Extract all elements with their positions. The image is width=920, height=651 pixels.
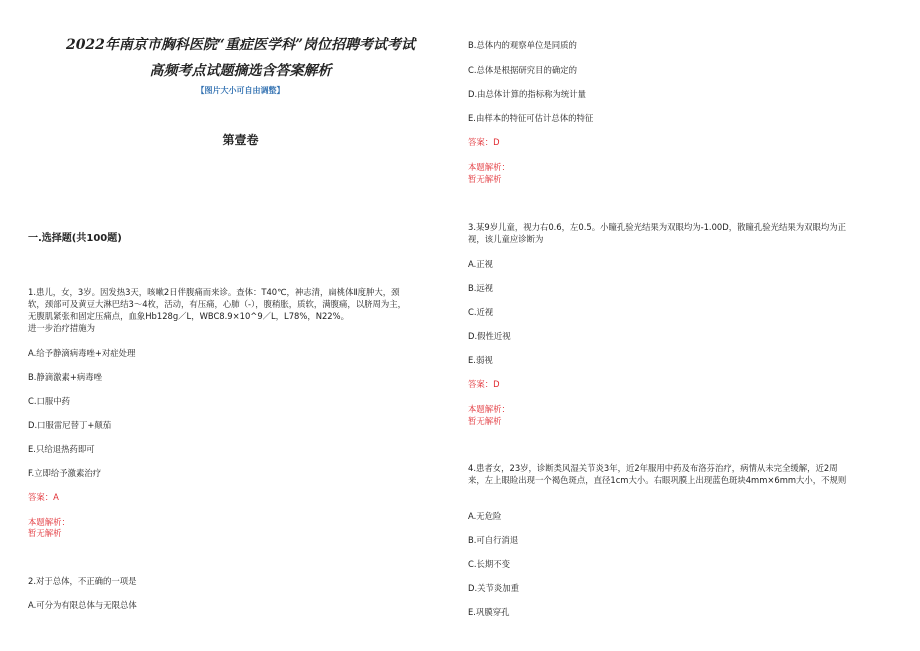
q4-stem-line2: 来，左上眼睑出现一个褐色斑点，直径1cm大小。右眼巩膜上出现蓝色斑块4mm×6mm大小，不规则 <box>468 475 847 485</box>
q3-option-c: C.近视 <box>468 307 494 317</box>
q3-stem-line1: 3.某9岁儿童，视力右0.6，左0.5。小瞳孔验光结果为双眼均为-1.00D，散瞳孔验光结果为双眼均为正 <box>468 222 846 232</box>
q1-option-d: D.口服雷尼替丁+颠茄 <box>28 420 112 430</box>
q1-analysis-label: 本题解析： <box>28 517 70 527</box>
image-size-note: 【图片大小可自由调整】 <box>196 86 285 95</box>
q2-option-a: A.可分为有限总体与无限总体 <box>28 600 137 610</box>
document-title-line1: 2022年南京市胸科医院“重症医学科”岗位招聘考试考试 <box>65 37 416 53</box>
q1-stem-line3: 无腹肌紧张和固定压痛点，血象Hb128g／L，WBC8.9×10^9／L，L78%，N22%。 <box>28 311 349 321</box>
section-heading: 一.选择题(共100题) <box>28 233 122 244</box>
q4-option-a: A.无危险 <box>468 511 502 521</box>
q4-option-e: E.巩膜穿孔 <box>468 607 510 617</box>
q3-analysis-label: 本题解析： <box>468 404 510 414</box>
q2-option-d: D.由总体计算的指标称为统计量 <box>468 89 586 99</box>
q1-stem-line1: 1.患儿，女，3岁。因发热3天，咳嗽2日伴腹痛而来诊。查体：T40℃，神志清，扁桃体Ⅱ度肿大，颈 <box>28 287 400 297</box>
q4-option-c: C.长期不变 <box>468 559 511 569</box>
q1-option-c: C.口服中药 <box>28 396 71 406</box>
q3-analysis: 暂无解析 <box>468 416 502 426</box>
q4-option-b: B.可自行消退 <box>468 535 519 545</box>
q1-option-e: E.只给退热药即可 <box>28 444 95 454</box>
q3-stem-line2: 视，该儿童应诊断为 <box>468 234 544 244</box>
q4-stem-line1: 4.患者女，23岁，诊断类风湿关节炎3年，近2年服用中药及布洛芬治疗，病情从未完全缓解，近2周 <box>468 463 838 473</box>
q1-answer: 答案：A <box>28 492 59 502</box>
volume-heading: 第壹卷 <box>222 133 259 147</box>
q2-option-c: C.总体是根据研究目的确定的 <box>468 65 578 75</box>
q3-option-a: A.正视 <box>468 259 493 269</box>
q3-answer: 答案：D <box>468 379 500 389</box>
q1-stem-line2: 软，颈部可及黄豆大淋巴结3～4枚，活动，有压痛，心肺（-），腹稍胀，质软，满腹痛，以脐周为主， <box>28 299 406 309</box>
q1-stem-line4: 进一步治疗措施为 <box>28 323 95 333</box>
q1-option-b: B.静滴激素+病毒唑 <box>28 372 103 382</box>
q4-option-d: D.关节炎加重 <box>468 583 519 593</box>
q3-option-b: B.远视 <box>468 283 494 293</box>
q2-analysis: 暂无解析 <box>468 174 502 184</box>
q2-analysis-label: 本题解析： <box>468 162 510 172</box>
q2-option-e: E.由样本的特征可估计总体的特征 <box>468 113 594 123</box>
q2-answer: 答案：D <box>468 137 500 147</box>
q3-option-e: E.弱视 <box>468 355 493 365</box>
q2-option-b: B.总体内的观察单位是同质的 <box>468 40 577 50</box>
q3-option-d: D.假性近视 <box>468 331 511 341</box>
q1-analysis: 暂无解析 <box>28 528 62 538</box>
q1-option-f: F.立即给予激素治疗 <box>28 468 102 478</box>
document-title-line2: 高频考点试题摘选含答案解析 <box>149 63 332 79</box>
q2-stem: 2.对于总体，不正确的一项是 <box>28 576 137 586</box>
q1-option-a: A.给予静滴病毒唑+对症处理 <box>28 348 136 358</box>
